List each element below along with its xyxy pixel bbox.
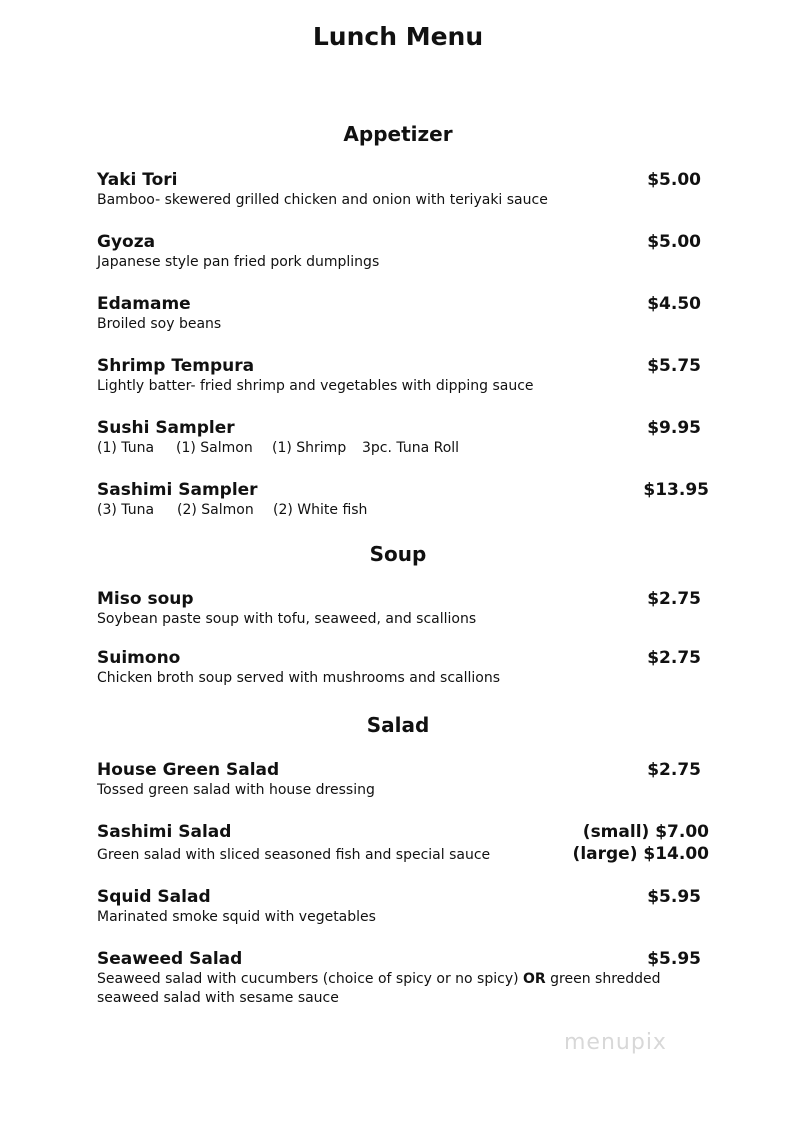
item-name: Gyoza [97,232,156,252]
section-heading-soup: Soup [369,542,427,566]
sampler-part: (1) Salmon [176,440,253,456]
item-description: Chicken broth soup served with mushrooms and scallions [97,670,501,686]
item-description [97,439,711,458]
item-price-large: (large) $14.00 [572,844,709,864]
item-description [97,501,711,520]
item-description: Soybean paste soup with tofu, seaweed, and scallions [97,611,477,627]
sampler-part: (2) Salmon [177,502,254,518]
item-price: $2.75 [647,760,701,780]
menu-item-sashimi-sampler [97,480,711,520]
menu-item-sashimi-salad [97,822,711,865]
item-description [97,970,697,1008]
item-price: $5.95 [647,887,701,907]
item-price-small: (small) $7.00 [582,822,709,842]
item-name: Seaweed Salad [97,949,243,969]
item-description: Lightly batter- fried shrimp and vegetables with dipping sauce [97,378,534,394]
watermark: menupix [564,1030,667,1055]
desc-text: Seaweed salad with cucumbers (choice of spicy or no spicy) [97,971,524,987]
sampler-part: (2) White fish [273,502,368,518]
item-description: Marinated smoke squid with vegetables [97,909,376,925]
menu-item-sushi-sampler [97,418,711,458]
item-price: $5.95 [647,949,701,969]
item-price: $9.95 [647,418,701,438]
menu-item-house-green-salad [97,760,711,800]
item-name: Shrimp Tempura [97,356,255,376]
menu-item-miso-soup [97,589,711,629]
item-description: Broiled soy beans [97,316,222,332]
item-name: Sashimi Salad [97,822,232,842]
item-description: Tossed green salad with house dressing [97,782,375,798]
item-name: Miso soup [97,589,194,609]
sampler-part: (1) Shrimp [272,440,347,456]
sampler-part: (1) Tuna [97,440,155,456]
section-heading-salad: Salad [366,713,430,737]
item-name: Sashimi Sampler [97,480,258,500]
sampler-part: (3) Tuna [97,502,155,518]
sampler-part: 3pc. Tuna Roll [362,440,460,456]
item-name: Edamame [97,294,191,314]
menu-item-seaweed-salad [97,949,711,1008]
item-name: Sushi Sampler [97,418,235,438]
menu-item-squid-salad [97,887,711,927]
item-description: Japanese style pan fried pork dumplings [97,254,380,270]
item-description: Green salad with sliced seasoned fish and special sauce [97,847,491,863]
menu-item-yaki-tori [97,170,711,210]
item-name: House Green Salad [97,760,280,780]
desc-emphasis: OR [523,971,546,987]
item-price: $5.75 [647,356,701,376]
item-price: $2.75 [647,648,701,668]
item-price: $5.00 [647,232,701,252]
item-price: $13.95 [643,480,709,500]
menu-item-suimono [97,648,711,688]
page-title: Lunch Menu [312,22,484,51]
menu-item-edamame [97,294,711,334]
item-price: $4.50 [647,294,701,314]
desc-text: green shredded seaweed salad with sesame sauce [97,971,661,1006]
item-price: $5.00 [647,170,701,190]
item-name: Squid Salad [97,887,211,907]
menu-item-shrimp-tempura [97,356,711,396]
menu-item-gyoza [97,232,711,272]
section-heading-appetizer: Appetizer [343,122,453,146]
item-price: $2.75 [647,589,701,609]
item-name: Suimono [97,648,181,668]
item-description: Bamboo- skewered grilled chicken and onion with teriyaki sauce [97,192,548,208]
item-name: Yaki Tori [97,170,178,190]
